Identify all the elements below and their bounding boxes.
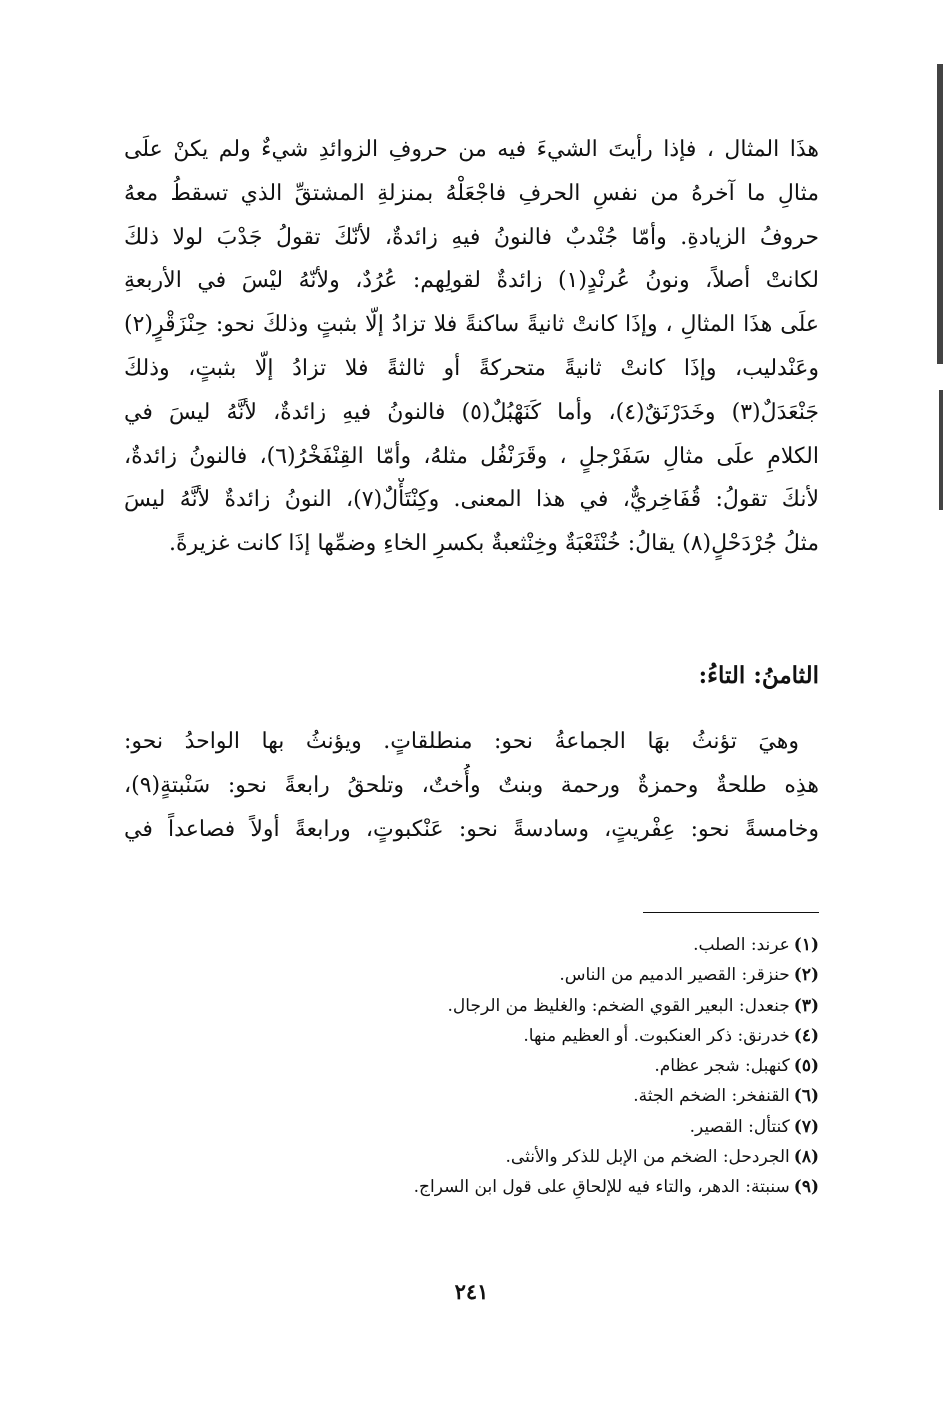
text-line: وخامسةً نحو: عِفْريتٍ، وسادسةً نحو: عَنْكبوتٍ، ورابعةً أولاً فصاعداً في — [124, 816, 819, 842]
footnote-item — [124, 1172, 819, 1202]
footnote-text: عرند: الصلب. — [693, 935, 790, 955]
scan-edge-mark — [937, 64, 943, 364]
text-line: هذِه طلحةٌ وحمزةٌ ورحمة وبنتٌ وأُختٌ، وتلحقُ رابعةً نحو: سَنْبتةٍ(٩)، — [124, 772, 819, 798]
footnote-number: (٥) — [793, 1056, 819, 1077]
text-line: حروفُ الزيادةِ. وأمّا جُنْدبٌ فالنونُ فيهِ زائدةٌ، لأنّكَ تقولُ جَدْبَ لولا ذلكَ — [124, 224, 819, 250]
footnote-item — [124, 1142, 819, 1172]
footnote-text: سنبتة: الدهر، والتاء فيه للإلحاقِ على قول ابن السراج. — [413, 1177, 790, 1198]
footnote-number: (٤) — [793, 1025, 819, 1046]
footnote-item — [124, 1051, 819, 1081]
scan-edge-mark-lower — [939, 390, 943, 510]
text-line: الكلامِ علَى مثالِ سَفَرْجلٍ ، وقَرَنْفُل مثلهُ، وأمّا القِنْفَخْرُ(٦)، فالنونُ زائدةٌ، — [124, 443, 819, 469]
text-line: وهيَ تؤنثُ بهَا الجماعةُ نحو: منطلقاتٍ. ويؤنثُ بها الواحدُ نحو: — [124, 729, 799, 754]
footnote-text: خدرنق: ذكر العنكبوت. أو العظيم منها. — [523, 1025, 790, 1046]
footnote-number: (٧) — [793, 1116, 819, 1137]
text-line: هذَا المثال ، فإذا رأيتَ الشيءَ فيه من حروفِ الزوائدِ شيءٌ ولم يكنْ علَى — [124, 137, 819, 162]
text-line: لكانتْ أصلاً، ونونُ عُرنْدٍ(١) زائدةٌ لقولِهم: عُرُدٌ، ولأنّهُ ليْسَ في الأربعةِ — [124, 268, 819, 294]
footnote-text: الجردحل: الضخم من الإبل للذكر والأنثى. — [505, 1147, 790, 1168]
footnote-number: (٩) — [793, 1177, 819, 1198]
page-number: ٢٤١ — [454, 1279, 489, 1304]
footnote-text: حنزقر: القصير الدميم من الناس. — [559, 965, 790, 986]
footnotes-list — [124, 930, 819, 1203]
text-line: علَى هذَا المثالِ ، وإذَا كانتْ ثانيةً ساكنةً فلا تزادُ إلّا بثبتٍ وذلكَ نحو: حِنْزَقْرٍ(٢) — [124, 312, 819, 338]
footnote-number: (١) — [793, 935, 819, 955]
footnote-item — [124, 930, 819, 960]
footnote-item — [124, 1021, 819, 1051]
footnote-item — [124, 1081, 819, 1111]
text-line: جَنْعَدَلٌ(٣) وخَدَرْنَقٌ(٤)، وأما كَنَهْبُلٌ(٥) فالنونُ فيهِ زائدةٌ، لأنَّهُ ليسَ في — [124, 399, 819, 425]
footnote-number: (٨) — [793, 1147, 819, 1168]
footnote-number: (٣) — [793, 995, 819, 1016]
footnote-item — [124, 991, 819, 1021]
footnote-text: جنعدل: البعير القوي الضخم: والغليظ من الرجال. — [447, 995, 790, 1016]
footnote-text: كنتأل: القصير. — [689, 1116, 790, 1137]
footnote-text: القنفخر: الضخم الجثة. — [633, 1086, 790, 1107]
footnote-item — [124, 1112, 819, 1142]
section-heading: الثامنُ: التاءُ: — [698, 662, 819, 689]
footnote-number: (٦) — [793, 1086, 819, 1107]
footnote-number: (٢) — [793, 965, 819, 986]
text-line: وعَنْدليب، وإذَا كانتْ ثانيةً متحركةً أو ثالثةً فلا تزادُ إلّا بثبتٍ، وذلكَ — [124, 355, 819, 381]
text-line: مثلُ جُرْدَحْلٍ(٨) يقالُ: خُنْثَعْبَةٌ وخِنْثعبةٌ بكسرِ الخاءِ وضمِّها إذَا كانت غزيرةً. — [169, 531, 819, 557]
footnote-divider — [643, 912, 819, 913]
text-line: لأنكَ تقولُ: قُفَاخِريٌّ، في هذا المعنى. وكِنْتَأْلٌ(٧)، النونُ زائدةٌ لأنَّهُ ليسَ — [124, 487, 819, 513]
footnote-item — [124, 960, 819, 990]
main-paragraph — [124, 128, 819, 566]
footnote-text: كنهبل: شجر عظام. — [654, 1056, 790, 1077]
second-paragraph — [124, 720, 819, 851]
text-line: مثالِ ما آخرهُ من نفسِ الحرفِ فاجْعَلْهُ بمنزلةِ المشتقِّ الذي تسقطُ معهُ — [124, 180, 819, 206]
